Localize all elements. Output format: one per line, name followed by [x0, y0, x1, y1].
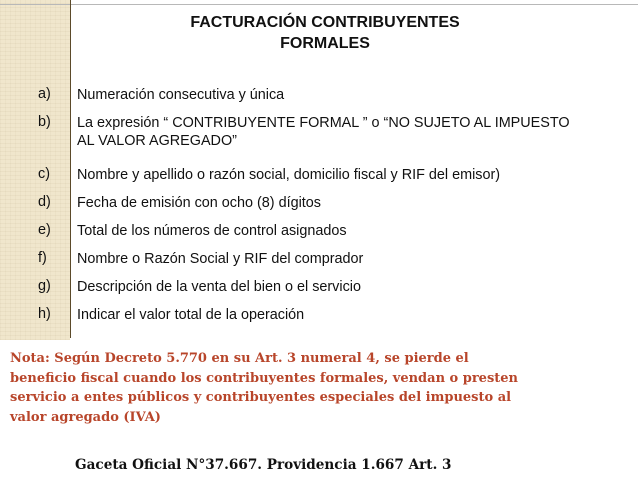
list-item-text: Numeración consecutiva y única: [77, 87, 285, 103]
decorative-left-strip: [0, 0, 70, 340]
list-item-letter: g): [38, 278, 51, 294]
list-item-letter: f): [38, 250, 47, 266]
title-line-1: FACTURACIÓN CONTRIBUYENTES: [190, 14, 460, 31]
list-item-text: Indicar el valor total de la operación: [77, 307, 305, 323]
page-title: [110, 12, 540, 54]
note-line-1-text: Según Decreto 5.770 en su Art. 3 numeral 4, se pierde el: [49, 351, 469, 366]
note-line-3: servicio a entes públicos y contribuyentes especiales del impuesto al: [10, 390, 512, 405]
list-item-letter: h): [38, 306, 51, 322]
gaceta-reference: Gaceta Oficial N°37.667. Providencia 1.667 Art. 3: [75, 457, 452, 473]
list-item-text: Descripción de la venta del bien o el servicio: [77, 279, 361, 295]
list-item-text: Fecha de emisión con ocho (8) dígitos: [77, 195, 321, 211]
list-item-letter: c): [38, 166, 50, 182]
title-line-2: FORMALES: [280, 35, 370, 52]
list-item-text: Total de los números de control asignados: [77, 223, 347, 239]
list-item-letter: b): [38, 114, 51, 130]
note-line-1: [10, 349, 630, 369]
note-label: Nota:: [10, 351, 50, 366]
list-item-text: Nombre y apellido o razón social, domicilio fiscal y RIF del emisor): [77, 167, 501, 183]
list-item-text: Nombre o Razón Social y RIF del comprador: [77, 251, 364, 267]
list-item-letter: a): [38, 86, 51, 102]
note-line-2: beneficio fiscal cuando los contribuyentes formales, vendan o presten: [10, 370, 519, 386]
note-line-4: valor agregado (IVA): [10, 409, 161, 425]
list-item-text-line-2: AL VALOR AGREGADO”: [77, 133, 237, 149]
note-block: [10, 349, 630, 427]
vertical-divider: [70, 0, 71, 338]
list-item-text-line-1: La expresión “ CONTRIBUYENTE FORMAL ” o “NO SUJETO AL IMPUESTO: [77, 115, 570, 131]
list-item-letter: d): [38, 194, 51, 210]
top-divider: [0, 4, 638, 5]
list-item-letter: e): [38, 222, 51, 238]
list-item-text: [77, 114, 638, 150]
